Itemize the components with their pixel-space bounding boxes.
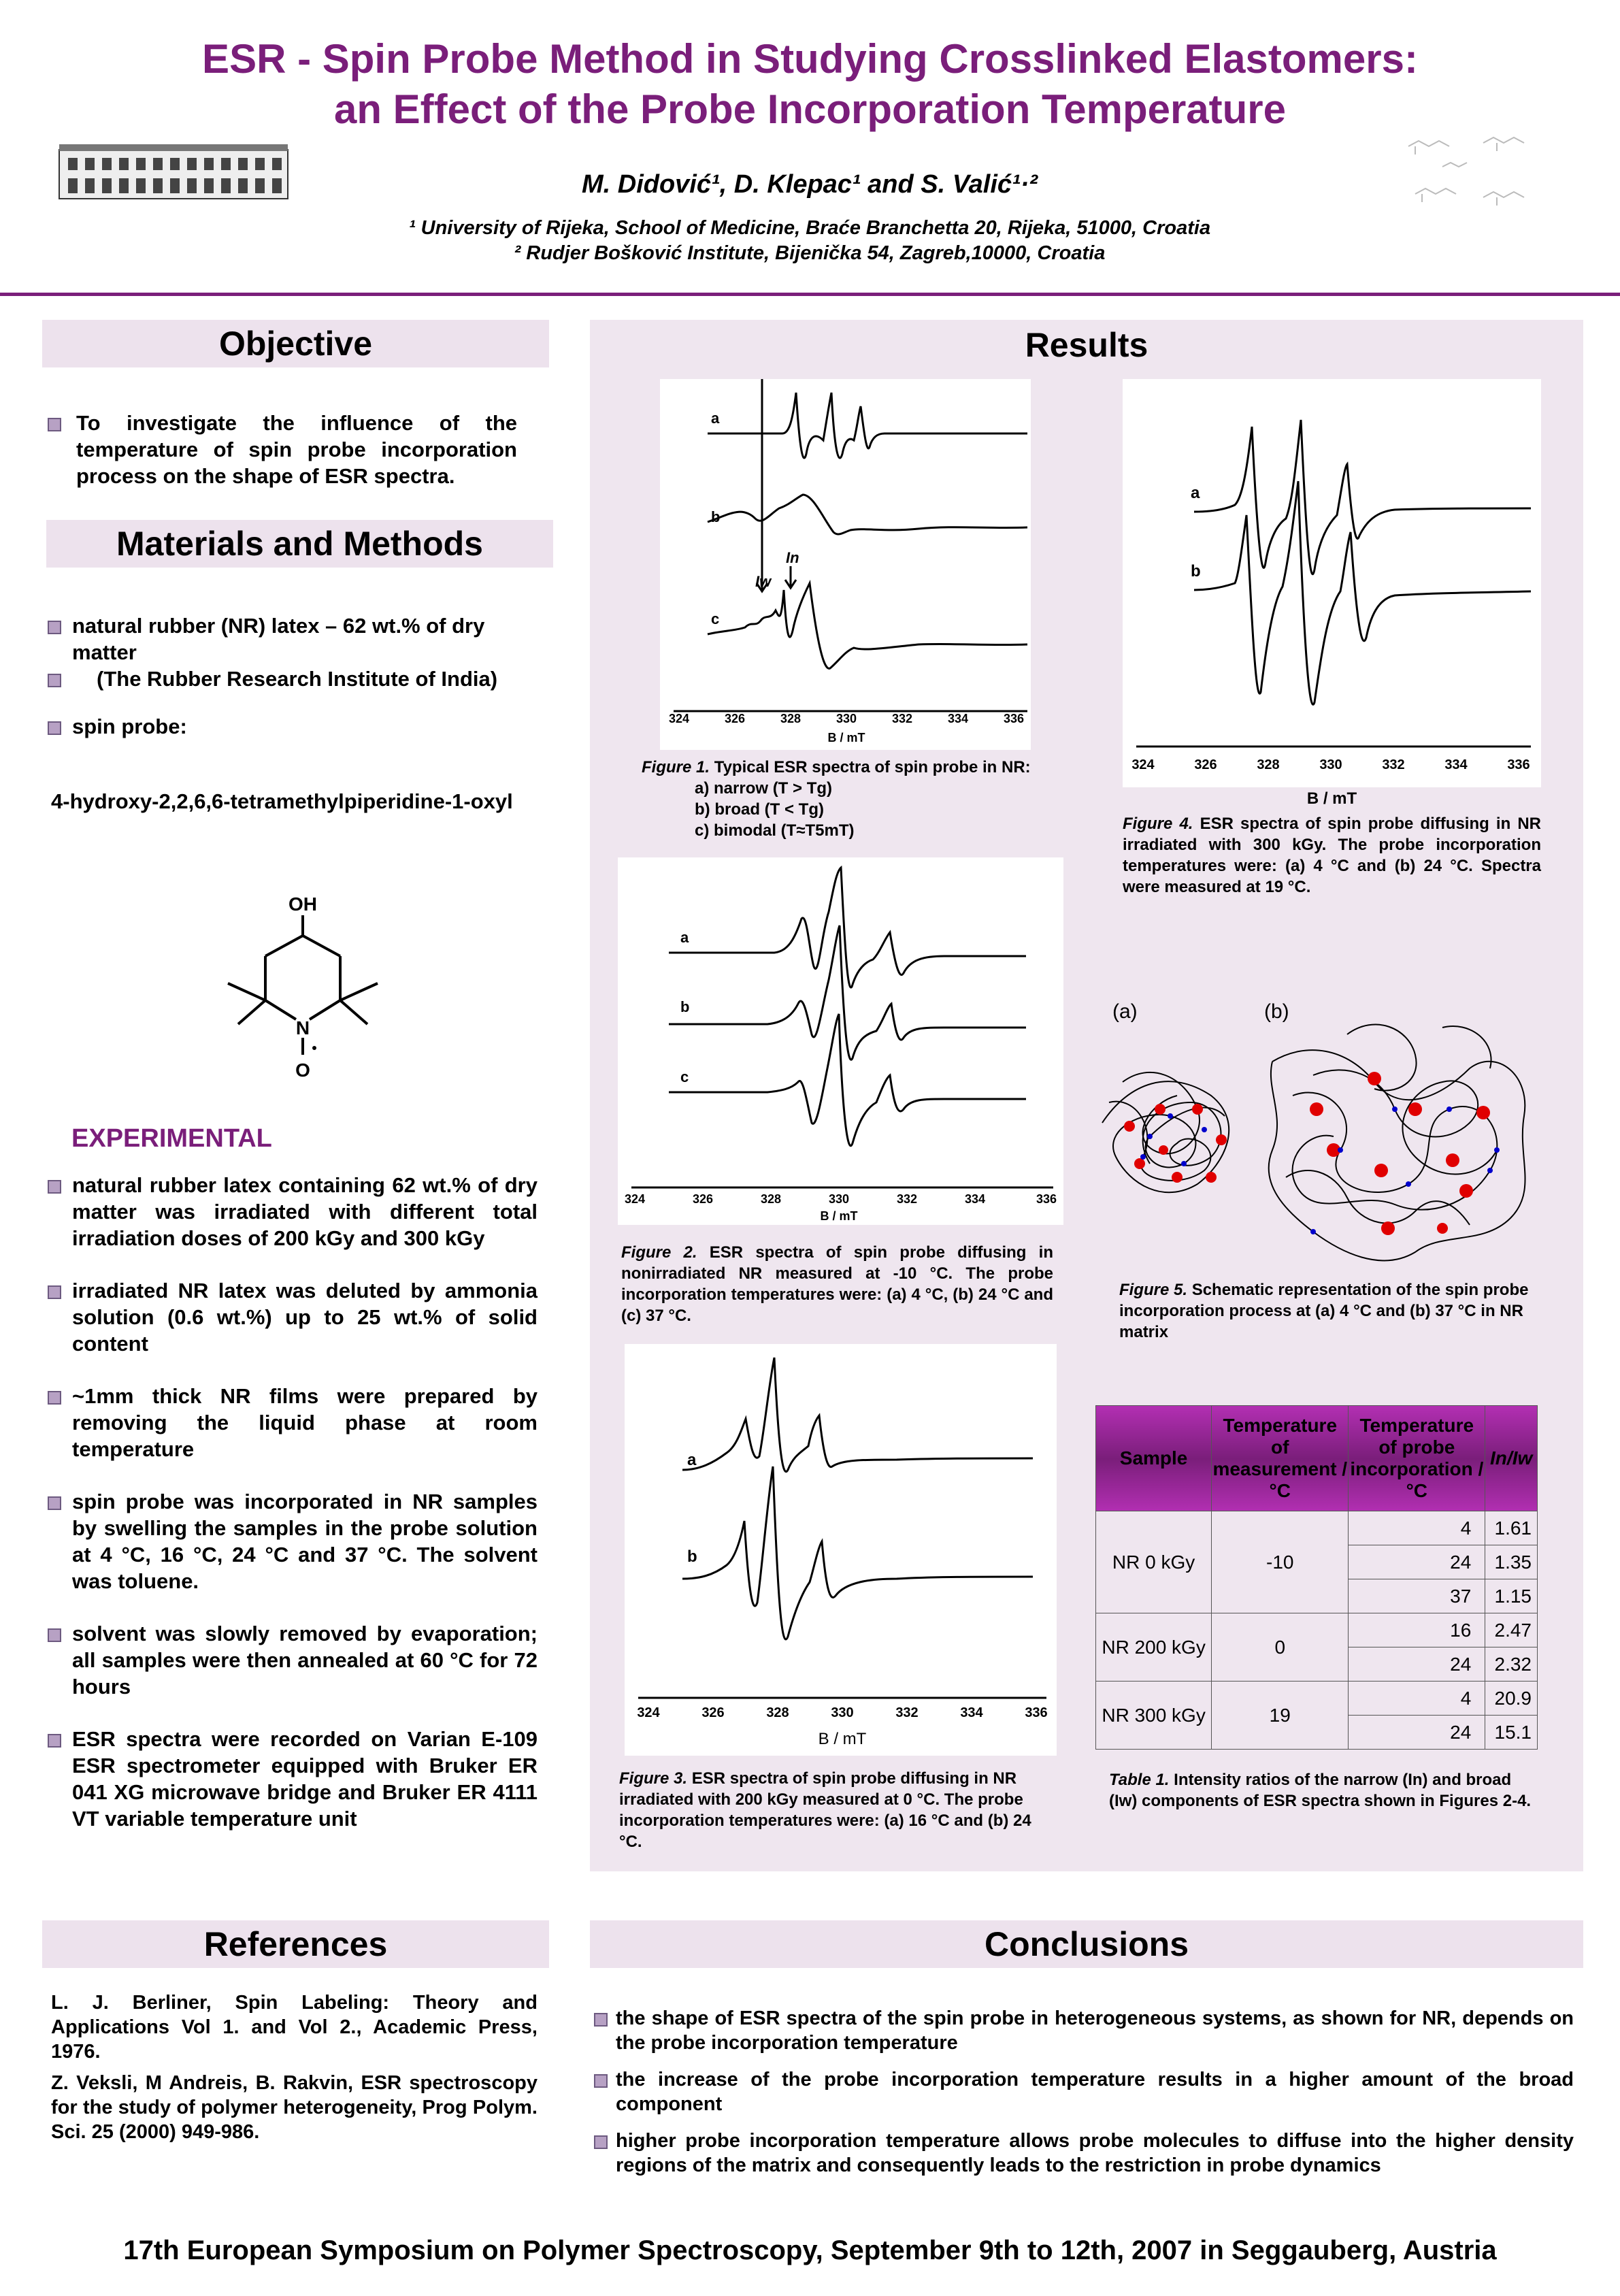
references-list <box>51 1990 538 2144</box>
fig3-xlabel: B / mT <box>818 1730 867 1748</box>
conclusion-text: higher probe incorporation temperature allows probe molecules to diffuse into the higher density regions of the matrix and consequently leads to the restriction in probe dynamics <box>616 2130 1574 2176</box>
fig5-cap-title: Figure 5. <box>1119 1281 1188 1299</box>
fig3-label-a: a <box>687 1451 697 1469</box>
col-header-ratio: In/Iw <box>1485 1406 1538 1511</box>
figure-1-panel <box>660 379 1031 750</box>
results-heading: Results <box>1025 326 1148 364</box>
tempo-structure-diagram <box>211 885 388 1089</box>
fig1-cap-text: Typical ESR spectra of spin probe in NR: <box>714 758 1031 776</box>
conclusion-item <box>594 2006 1574 2055</box>
fig2-xtick: 326 <box>692 1192 714 1206</box>
fig5-label-b: (b) <box>1264 1000 1289 1023</box>
col-header-tinc: Temperature of probe incorporation / °C <box>1349 1406 1485 1511</box>
fig3-xtick: 324 <box>637 1705 660 1720</box>
bullet-square-icon <box>48 1391 61 1405</box>
bullet-square-icon <box>48 1734 61 1748</box>
fig4-xtick: 326 <box>1194 757 1217 772</box>
bullet-square-icon <box>48 1628 61 1642</box>
fig3-xtick: 332 <box>895 1705 919 1720</box>
exp-item-text: ESR spectra were recorded on Varian E-109 ESR spectrometer equipped with Bruker ER 041 XG microwave bridge and Bruker ER 4111 VT variable temperature unit <box>72 1727 538 1831</box>
poster-title-line1: ESR - Spin Probe Method in Studying Crosslinked Elastomers: <box>202 36 1418 82</box>
cell-tinc: 4 <box>1349 1682 1485 1716</box>
fig1-label-b: b <box>711 508 721 525</box>
references-heading: References <box>42 1920 549 1968</box>
figure-4-caption <box>1123 813 1541 898</box>
table-1-caption <box>1109 1769 1538 1811</box>
fig5-cap-text: Schematic representation of the spin probe incorporation process at (a) 4 °C and (b) 37 °C in NR matrix <box>1119 1281 1529 1341</box>
affiliation-2: ² Rudjer Bošković Institute, Bijenička 54, Zagreb,10000, Croatia <box>514 242 1106 264</box>
cell-tinc: 37 <box>1349 1579 1485 1613</box>
fig1-xtick: 330 <box>836 712 857 725</box>
fig1-xtick: 336 <box>1003 712 1025 725</box>
figure-4-spectra <box>1123 379 1541 787</box>
radical-dot <box>312 1046 316 1050</box>
exp-item-text: irradiated NR latex was deluted by ammonia solution (0.6 wt.%) up to 25 wt.% of solid content <box>72 1279 538 1356</box>
cell-sample: NR 0 kGy <box>1096 1511 1212 1613</box>
fig1-xtick: 332 <box>891 712 913 725</box>
fig1-spectrum-b <box>708 495 1027 534</box>
methods-item-2-text: spin probe: <box>72 715 187 738</box>
authors: M. Didović¹, D. Klepac¹ and S. Valić¹·² <box>581 170 1038 199</box>
objective-body: To investigate the influence of the temperature of spin probe incorporation process on the shape of ESR spectra. <box>76 411 517 488</box>
fig3-xtick: 328 <box>766 1705 789 1720</box>
figure-5-schematic <box>1089 960 1565 1266</box>
fig2-spectrum-c <box>669 1014 1026 1146</box>
fig2-xtick: 324 <box>624 1192 646 1206</box>
fig4-xtick: 334 <box>1444 757 1468 772</box>
fig1-cap-title: Figure 1. <box>642 758 710 776</box>
bullet-square-icon <box>48 1496 61 1510</box>
methods-item-2 <box>48 713 524 740</box>
fig2-cap-text: ESR spectra of spin probe diffusing in nonirradiated NR measured at -10 °C. The probe incorporation temperatures were: (a) 4 °C, (b) 24 °C and (c) 37 °C. <box>621 1243 1053 1325</box>
polymer-network-drawing <box>1089 960 1565 1266</box>
exp-item <box>48 1277 538 1357</box>
fig1-xtick: 334 <box>947 712 969 725</box>
cell-ratio: 2.47 <box>1485 1613 1538 1647</box>
exp-item-text: ~1mm thick NR films were prepared by removing the liquid phase at room temperature <box>72 1384 538 1461</box>
col-header-sample: Sample <box>1096 1406 1212 1511</box>
cell-ratio: 20.9 <box>1485 1682 1538 1716</box>
exp-item <box>48 1620 538 1700</box>
fig4-xtick: 324 <box>1131 757 1155 772</box>
exp-item <box>48 1726 538 1832</box>
fig3-spectrum-a <box>682 1358 1033 1472</box>
fig1-xtick: 328 <box>780 712 801 725</box>
fig1-cap-item: b) broad (T < Tg) <box>695 800 824 819</box>
figure-2-spectra <box>618 857 1063 1225</box>
cell-tmeas: 19 <box>1212 1682 1349 1750</box>
objective-heading: Objective <box>42 320 549 367</box>
cell-sample: NR 200 kGy <box>1096 1613 1212 1682</box>
figure-1-caption <box>642 757 1063 841</box>
bullet-square-icon <box>48 621 61 634</box>
methods-heading: Materials and Methods <box>46 520 553 568</box>
reference-item: Z. Veksli, M Andreis, B. Rakvin, ESR spectroscopy for the study of polymer heterogeneity, Prog Polym. Sci. 25 (2000) 949-986. <box>51 2072 538 2143</box>
cell-tmeas: -10 <box>1212 1511 1349 1613</box>
intensity-ratio-table <box>1095 1405 1538 1750</box>
cell-ratio: 1.15 <box>1485 1579 1538 1613</box>
fig1-xlabel: B / mT <box>827 731 865 744</box>
fig3-cap-text: ESR spectra of spin probe diffusing in NR irradiated with 200 kGy measured at 0 °C. The probe incorporation temperatures were: (a) 16 °C and (b) 24 °C. <box>619 1769 1031 1851</box>
figure-5-caption <box>1119 1279 1548 1343</box>
cell-sample: NR 300 kGy <box>1096 1682 1212 1750</box>
oh-label: OH <box>288 893 317 915</box>
bullet-square-icon <box>48 674 61 687</box>
fig2-spectrum-a <box>669 868 1026 987</box>
fig4-xlabel: B / mT <box>1306 789 1357 808</box>
fig1-spectrum-a <box>708 393 1027 458</box>
n-label: N <box>295 1017 310 1038</box>
bullet-square-icon <box>594 2013 608 2027</box>
fig3-xtick: 334 <box>960 1705 983 1720</box>
table-row <box>1096 1511 1538 1545</box>
fig1-spectrum-c <box>708 583 1027 668</box>
reference-item: L. J. Berliner, Spin Labeling: Theory and Applications Vol 1. and Vol 2., Academic Press, 1976. <box>51 1992 538 2063</box>
fig1-cap-item: c) bimodal (T≈T5mT) <box>695 821 855 840</box>
conclusion-text: the shape of ESR spectra of the spin probe in heterogeneous systems, as shown for NR, depends on the probe incorporation temperature <box>616 2007 1574 2054</box>
cell-ratio: 1.35 <box>1485 1545 1538 1579</box>
experimental-heading: EXPERIMENTAL <box>71 1124 272 1153</box>
table-row <box>1096 1613 1538 1647</box>
figure-2-caption <box>621 1242 1053 1326</box>
conclusions-heading: Conclusions <box>590 1920 1583 1968</box>
figure-2-panel <box>618 857 1063 1225</box>
fig4-xtick: 336 <box>1507 757 1530 772</box>
university-building-logo <box>58 143 289 201</box>
table-row <box>1096 1682 1538 1716</box>
fig2-xlabel: B / mT <box>820 1209 858 1223</box>
cell-tinc: 16 <box>1349 1613 1485 1647</box>
fig4-label-a: a <box>1191 484 1200 502</box>
fig4-cap-text: ESR spectra of spin probe diffusing in NR irradiated with 300 kGy. The probe incorporation temperatures were: (a) 4 °C and (b) 24 °C. Spectra were measured at 19 °C. <box>1123 815 1541 896</box>
institute-molecules-logo <box>1402 126 1551 221</box>
fig2-xtick: 336 <box>1036 1192 1057 1206</box>
exp-item <box>48 1172 538 1251</box>
fig4-xtick: 330 <box>1319 757 1342 772</box>
fig4-xtick: 328 <box>1257 757 1280 772</box>
fig3-xtick: 326 <box>701 1705 725 1720</box>
cell-tinc: 24 <box>1349 1545 1485 1579</box>
conclusion-text: the increase of the probe incorporation temperature results in a higher amount of the broad component <box>616 2069 1574 2115</box>
fig3-xtick: 336 <box>1025 1705 1048 1720</box>
conference-footer: 17th European Symposium on Polymer Spectroscopy, September 9th to 12th, 2007 in Seggauberg, Austria <box>123 2235 1497 2265</box>
fig1-iw-label: Iw <box>755 573 772 590</box>
fig4-spectrum-b <box>1194 481 1531 704</box>
cell-ratio: 1.61 <box>1485 1511 1538 1545</box>
bullet-square-icon <box>48 721 61 735</box>
affiliation-1: ¹ University of Rijeka, School of Medicine, Braće Branchetta 20, Rijeka, 51000, Croatia <box>408 217 1211 239</box>
fig3-spectrum-b <box>682 1466 1033 1639</box>
cell-ratio: 15.1 <box>1485 1716 1538 1750</box>
fig3-xtick: 330 <box>831 1705 854 1720</box>
fig4-cap-title: Figure 4. <box>1123 815 1193 833</box>
table-cap-title: Table 1. <box>1109 1771 1170 1789</box>
fig3-cap-title: Figure 3. <box>619 1769 688 1788</box>
exp-item-text: spin probe was incorporated in NR samples by swelling the samples in the probe solution at 4 °C, 16 °C, 24 °C and 37 °C. The solvent was toluene. <box>72 1490 538 1593</box>
objective-text <box>48 410 517 489</box>
fig5-label-a: (a) <box>1112 1000 1138 1023</box>
fig4-spectrum-a <box>1194 420 1531 574</box>
fig2-xtick: 330 <box>828 1192 850 1206</box>
figure-3-caption <box>619 1768 1041 1852</box>
cell-tinc: 4 <box>1349 1511 1485 1545</box>
bullet-square-icon <box>594 2074 608 2088</box>
header-divider <box>0 293 1620 296</box>
fig2-cap-title: Figure 2. <box>621 1243 697 1262</box>
bullet-square-icon <box>48 418 61 431</box>
methods-item-1b-text: (The Rubber Research Institute of India) <box>97 667 498 691</box>
poster-title-line2: an Effect of the Probe Incorporation Temperature <box>333 86 1287 132</box>
cell-tinc: 24 <box>1349 1647 1485 1682</box>
fig2-xtick: 334 <box>964 1192 986 1206</box>
cell-ratio: 2.32 <box>1485 1647 1538 1682</box>
probe-name: 4-hydroxy-2,2,6,6-tetramethylpiperidine-1-oxyl <box>51 789 513 813</box>
fig2-xtick: 328 <box>760 1192 782 1206</box>
methods-item-1b <box>48 666 538 692</box>
fig3-label-b: b <box>687 1547 697 1566</box>
methods-item-1-text: natural rubber (NR) latex – 62 wt.% of dry matter <box>72 614 485 664</box>
exp-item <box>48 1488 538 1594</box>
cell-tinc: 24 <box>1349 1716 1485 1750</box>
bullet-square-icon <box>48 1285 61 1299</box>
o-label: O <box>295 1060 310 1081</box>
fig1-cap-item: a) narrow (T > Tg) <box>695 779 833 798</box>
exp-item-text: solvent was slowly removed by evaporation; all samples were then annealed at 60 °C for 72 hours <box>72 1622 538 1699</box>
experimental-list <box>48 1172 538 1858</box>
fig2-label-b: b <box>680 998 690 1015</box>
fig1-xtick: 324 <box>668 712 690 725</box>
table-cap-text: Intensity ratios of the narrow (In) and broad (Iw) components of ESR spectra shown in Figures 2-4. <box>1109 1771 1532 1810</box>
figure-1-spectra <box>660 379 1031 750</box>
fig2-label-a: a <box>680 929 689 946</box>
exp-item <box>48 1383 538 1462</box>
bullet-square-icon <box>48 1180 61 1194</box>
conclusion-item <box>594 2067 1574 2116</box>
fig1-label-c: c <box>711 610 720 627</box>
figure-4-panel <box>1123 379 1541 787</box>
fig1-in-label: In <box>786 549 799 566</box>
bullet-square-icon <box>594 2135 608 2149</box>
cell-tmeas: 0 <box>1212 1613 1349 1682</box>
fig1-label-a: a <box>711 410 720 427</box>
exp-item-text: natural rubber latex containing 62 wt.% of dry matter was irradiated with different total irradiation doses of 200 kGy and 300 kGy <box>72 1173 538 1250</box>
fig1-xtick: 326 <box>724 712 746 725</box>
conclusions-list <box>594 2006 1574 2190</box>
fig4-xtick: 332 <box>1382 757 1405 772</box>
conclusion-item <box>594 2129 1574 2178</box>
fig4-label-b: b <box>1191 562 1201 580</box>
fig2-spectrum-b <box>669 925 1026 1060</box>
fig2-xtick: 332 <box>896 1192 918 1206</box>
figure-3-panel <box>625 1344 1057 1756</box>
col-header-tmeas: Temperature of measurement / °C <box>1212 1406 1349 1511</box>
methods-item-1 <box>48 612 524 666</box>
fig2-label-c: c <box>680 1068 689 1085</box>
figure-3-spectra <box>625 1344 1057 1756</box>
